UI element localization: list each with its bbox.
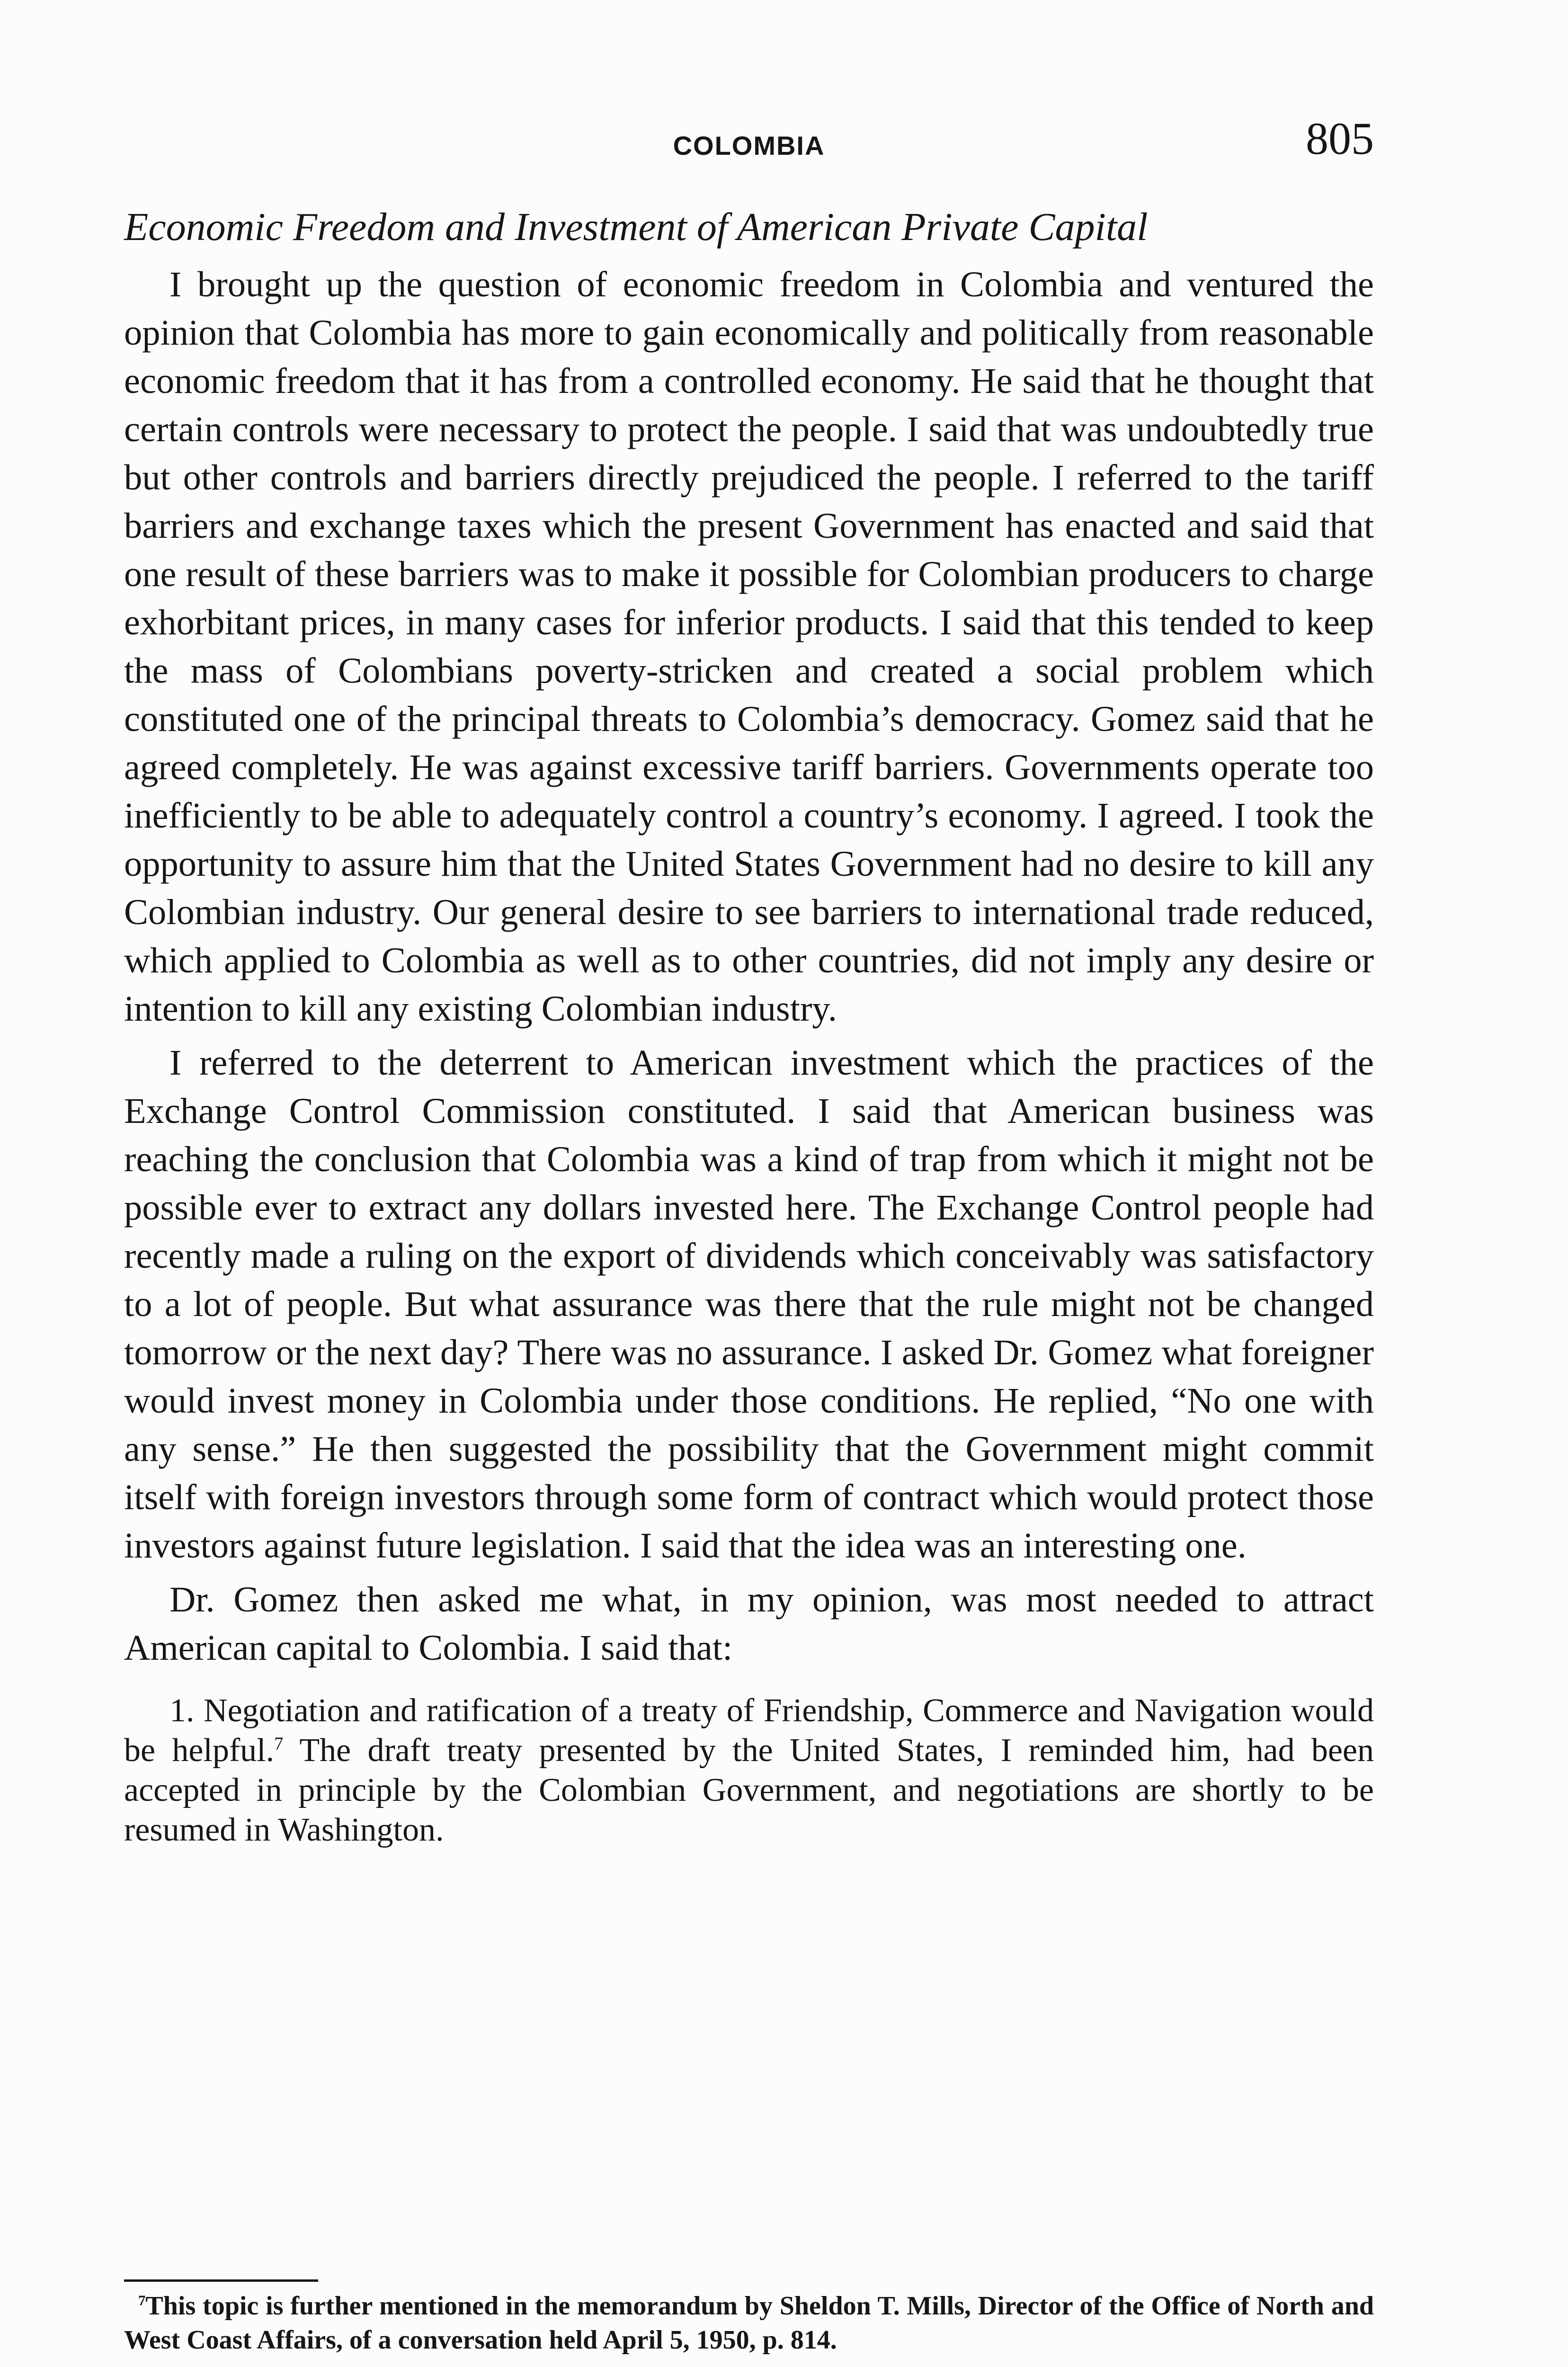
running-head: COLOMBIA	[673, 131, 825, 160]
footnote	[124, 2289, 1374, 2357]
list-item-treaty	[124, 1691, 1374, 1850]
list-item-lead: 1. Negotiation and ratification of a treaty of Friendship, Commerce and Navigation would be helpful.	[124, 1692, 1374, 1769]
footnote-reference[interactable]: 7	[274, 1734, 284, 1754]
page-number: 805	[1306, 113, 1374, 164]
list-item-rest: The draft treaty presented by the United States, I reminded him, had been accepted in principle by the Colombian Government, and negotiations are shortly to be resumed in Washington.	[124, 1732, 1374, 1848]
footnote-divider	[124, 2279, 318, 2282]
paragraph-economic-freedom: I brought up the question of economic freedom in Colombia and ventured the opinion that Colombia has more to gain economically and politically from reasonable economic freedom that it has from a controlled economy. He said that he thought that certain controls were necessary to protect the people. I said that was undoubtedly true but other controls and barriers directly prejudiced the people. I referred to the tariff barriers and exchange taxes which the present Government has enacted and said that one result of these barriers was to make it possible for Colombian producers to charge exhorbitant prices, in many cases for inferior products. I said that this tended to keep the mass of Colombians poverty-stricken and created a social problem which constituted one of the principal threats to Colombia’s democracy. Gomez said that he agreed completely. He was against excessive tariff barriers. Governments operate too inefficiently to be able to adequately control a country’s economy. I agreed. I took the opportunity to assure him that the United States Government had no desire to kill any Colombian industry. Our general desire to see barriers to international trade reduced, which applied to Colombia as well as to other countries, did not imply any desire or intention to kill any existing Colombian industry.	[124, 264, 1374, 1029]
paragraph-exchange-control: I referred to the deterrent to American investment which the practices of the Exchange Control Commission constituted. I said that American business was reaching the conclusion that Colombia was a kind of trap from which it might not be possible ever to extract any dollars invested here. The Exchange Control people had recently made a ruling on the export of dividends which conceivably was satisfactory to a lot of people. But what assurance was there that the rule might not be changed tomorrow or the next day? There was no assurance. I asked Dr. Gomez what foreigner would invest money in Colombia under those conditions. He replied, “No one with any sense.” He then suggested the possibility that the Government might commit itself with foreign investors through some form of contract which would protect those investors against future legislation. I said that the idea was an interesting one.	[124, 1042, 1374, 1566]
paragraph-capital-question: Dr. Gomez then asked me what, in my opinion, was most needed to attract American capital to Colombia. I said that:	[124, 1579, 1374, 1668]
footnote-marker: 7	[138, 2292, 146, 2309]
page-body	[124, 204, 1374, 1850]
section-title: Economic Freedom and Investment of American Private Capital	[124, 205, 1148, 249]
footnote-text: This topic is further mentioned in the memorandum by Sheldon T. Mills, Director of the Office of North and West Coast Affairs, of a conversation held April 5, 1950, p. 814.	[124, 2291, 1374, 2355]
page-header	[124, 113, 1374, 168]
